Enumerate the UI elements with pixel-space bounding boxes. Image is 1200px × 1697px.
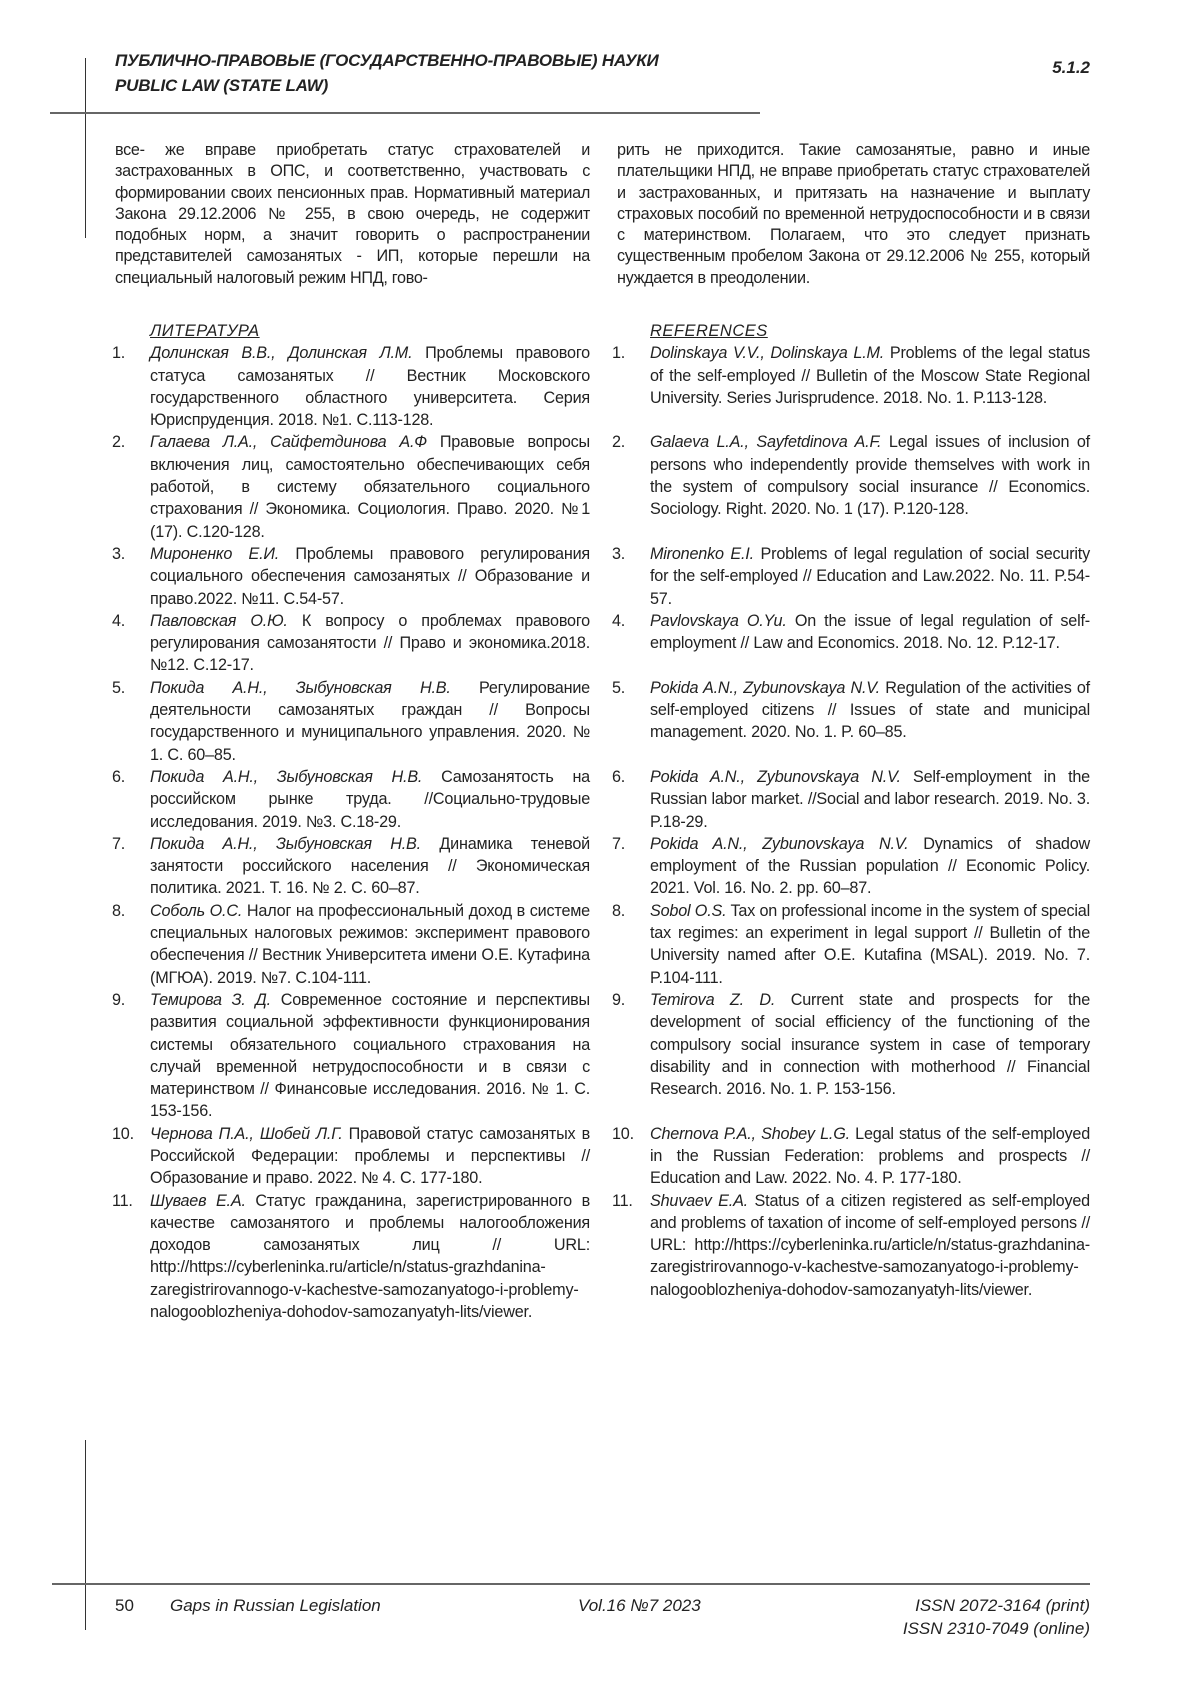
reference-text bbox=[650, 543, 1090, 610]
reference-body: Налог на профессиональный доход в системе специальных налоговых режимов: эксперимент правового обеспечения // Вестник Университета имени О.Е. Кутафина (МГЮА). 2019. №7. С.104-111. bbox=[150, 902, 590, 987]
reference-author: Pokida A.N., Zybunovskaya N.V. bbox=[650, 679, 880, 697]
reference-item-en bbox=[612, 1190, 1090, 1324]
reference-row bbox=[112, 766, 1090, 833]
reference-text bbox=[150, 989, 590, 1123]
reference-item-en bbox=[612, 900, 1090, 989]
reference-item-en bbox=[612, 431, 1090, 542]
reference-author: Долинская В.В., Долинская Л.М. bbox=[150, 344, 412, 362]
reference-body: Current state and prospects for the development of social efficiency of the functioning of the compulsory social insurance system in case of temporary disability and in connection with motherhood // Financial Research. 2016. No. 1. P. 153-156. bbox=[650, 991, 1090, 1098]
reference-row bbox=[112, 431, 1090, 542]
reference-text bbox=[150, 900, 590, 989]
reference-item-ru bbox=[112, 833, 590, 900]
reference-body: Legal issues of inclusion of persons who independently provide themselves with work in the system of compulsory social insurance // Economics. Sociology. Right. 2020. No. 1 (17). P.120-128. bbox=[650, 433, 1090, 518]
reference-body: Dynamics of shadow employment of the Russian population // Economic Policy. 2021. Vol. 16. No. 2. pp. 60–87. bbox=[650, 835, 1090, 898]
reference-number: 6. bbox=[112, 766, 150, 833]
reference-number: 3. bbox=[612, 543, 650, 610]
reference-body: Проблемы правового статуса самозанятых // Вестник Московского государственного областного университета. Серия Юриспруденция. 2018. №1. С.113-128. bbox=[150, 344, 590, 429]
reference-text bbox=[150, 1190, 590, 1324]
reference-item-en bbox=[612, 610, 1090, 677]
reference-body: К вопросу о проблемах правового регулирования самозанятости // Право и экономика.2018. №12. С.12-17. bbox=[150, 612, 590, 675]
reference-body: Современное состояние и перспективы развития социальной эффективности функционирования системы обязательного социального страхования на случай временной нетрудоспособности и в связи с материнством // Финансовые исследования. 2016. № 1. С. 153-156. bbox=[150, 991, 590, 1120]
reference-body: Problems of the legal status of the self-employed // Bulletin of the Moscow State Regional University. Series Jurisprudence. 2018. No. 1. P.113-128. bbox=[650, 344, 1090, 407]
reference-item-ru bbox=[112, 900, 590, 989]
issue-info: Vol.16 №7 2023 bbox=[578, 1596, 701, 1616]
reference-item-ru bbox=[112, 543, 590, 610]
reference-author: Mironenko E.I. bbox=[650, 545, 754, 563]
reference-body: Self-employment in the Russian labor market. //Social and labor research. 2019. No. 3. P.18-29. bbox=[650, 768, 1090, 831]
reference-number: 2. bbox=[612, 431, 650, 542]
reference-author: Покида А.Н., Зыбуновская Н.В. bbox=[150, 679, 451, 697]
reference-number: 11. bbox=[612, 1190, 650, 1324]
reference-item-ru bbox=[112, 989, 590, 1123]
reference-item-en bbox=[612, 342, 1090, 431]
reference-body: Динамика теневой занятости российского населения // Экономическая политика. 2021. Т. 16. № 2. С. 60–87. bbox=[150, 835, 590, 898]
reference-item-en bbox=[612, 766, 1090, 833]
reference-item-ru bbox=[112, 766, 590, 833]
footer-rule bbox=[52, 1583, 1090, 1585]
reference-author: Покида А.Н., Зыбуновская Н.В. bbox=[150, 768, 422, 786]
header-title-en: PUBLIC LAW (STATE LAW) bbox=[115, 73, 659, 98]
reference-body: Регулирование деятельности самозанятых граждан // Вопросы государственного и муниципального управления. 2020. № 1. С. 60–85. bbox=[150, 679, 590, 764]
body-text-left: все- же вправе приобретать статус страхователей и застрахованных в ОПС, и соответственно, участвовать с формировании своих пенсионных прав. Нормативный материал Закона 29.12.2006 № 255, в свою очередь, не содержит подобных норм, а значит говорить о распространении представителей самозанятых - ИП, которые перешли на специальный налоговый режим НПД, гово- bbox=[115, 140, 590, 289]
reference-text bbox=[650, 1123, 1090, 1190]
journal-name: Gaps in Russian Legislation bbox=[170, 1596, 381, 1616]
reference-text bbox=[650, 989, 1090, 1123]
reference-row bbox=[112, 677, 1090, 766]
reference-row bbox=[112, 1123, 1090, 1190]
reference-text bbox=[650, 833, 1090, 900]
reference-author: Shuvaev E.A. bbox=[650, 1192, 748, 1210]
reference-number: 10. bbox=[612, 1123, 650, 1190]
references-heading-ru: ЛИТЕРАТУРА bbox=[112, 320, 590, 342]
reference-row bbox=[112, 342, 1090, 431]
reference-text bbox=[650, 766, 1090, 833]
reference-author: Темирова З. Д. bbox=[150, 991, 271, 1009]
reference-text bbox=[650, 900, 1090, 989]
reference-item-ru bbox=[112, 1190, 590, 1324]
reference-item-ru bbox=[112, 342, 590, 431]
reference-text bbox=[150, 342, 590, 431]
reference-row bbox=[112, 833, 1090, 900]
reference-number: 10. bbox=[112, 1123, 150, 1190]
reference-text bbox=[150, 1123, 590, 1190]
reference-text bbox=[150, 431, 590, 542]
reference-number: 2. bbox=[112, 431, 150, 542]
header-rule bbox=[50, 112, 760, 114]
reference-text bbox=[650, 342, 1090, 431]
reference-number: 4. bbox=[612, 610, 650, 677]
running-header bbox=[115, 48, 659, 98]
reference-body: Самозанятость на российском рынке труда. //Социально-трудовые исследования. 2019. №3. С.18-29. bbox=[150, 768, 590, 831]
reference-number: 6. bbox=[612, 766, 650, 833]
reference-number: 8. bbox=[612, 900, 650, 989]
header-vertical-rule bbox=[85, 58, 86, 238]
body-text-right: рить не приходится. Такие самозанятые, равно и иные плательщики НПД, не вправе приобретать статус страхователей и застрахованных, и притязать на назначение и выплату страховых пособий по временной нетрудоспособности и в связи с материнством. Полагаем, что это следует признать существенным пробелом Закона от 29.12.2006 № 255, который нуждается в преодолении. bbox=[617, 140, 1090, 289]
reference-number: 8. bbox=[112, 900, 150, 989]
reference-body: Правовой статус самозанятых в Российской Федерации: проблемы и перспективы // Образование и право. 2022. № 4. С. 177-180. bbox=[150, 1125, 590, 1188]
reference-item-ru bbox=[112, 610, 590, 677]
reference-text bbox=[650, 610, 1090, 677]
reference-item-en bbox=[612, 833, 1090, 900]
reference-item-en bbox=[612, 677, 1090, 766]
reference-body: Проблемы правового регулирования социального обеспечения самозанятых // Образование и право.2022. №11. С.54-57. bbox=[150, 545, 590, 608]
reference-author: Galaeva L.A., Sayfetdinova A.F. bbox=[650, 433, 881, 451]
reference-row bbox=[112, 610, 1090, 677]
reference-row bbox=[112, 900, 1090, 989]
footer-vertical-rule bbox=[85, 1440, 86, 1630]
reference-author: Павловская О.Ю. bbox=[150, 612, 288, 630]
references-section bbox=[112, 320, 1090, 1323]
reference-number: 3. bbox=[112, 543, 150, 610]
reference-body[interactable]: Status of a citizen registered as self-employed and problems of taxation of income of self-employed persons // URL: http://https://cyberleninka.ru/article/n/status-grazhdanina-zaregistrirovannogo-v-kachestve-samozanyatogo-i-problemy-nalogooblozheniya-dohodov-samozanyatyh-lits/viewer. bbox=[650, 1192, 1090, 1299]
reference-item-en bbox=[612, 1123, 1090, 1190]
reference-author: Pokida A.N., Zybunovskaya N.V. bbox=[650, 835, 908, 853]
reference-author: Temirova Z. D. bbox=[650, 991, 775, 1009]
reference-body: Tax on professional income in the system of special tax regimes: an experiment in legal support // Bulletin of the University named after O.E. Kutafina (MSAL). 2019. No. 7. P.104-111. bbox=[650, 902, 1090, 987]
reference-number: 7. bbox=[612, 833, 650, 900]
reference-body[interactable]: Статус гражданина, зарегистрированного в качестве самозанятого и проблемы налогообложения доходов самозанятых лиц // URL: http://https://cyberleninka.ru/article/n/status-grazhdanina-zaregistrirovannogo-v-kachestve-samozanyatogo-i-problemy-nalogooblozheniya-dohodov-samozanyatyh-lits/viewer. bbox=[150, 1192, 590, 1321]
reference-item-ru bbox=[112, 1123, 590, 1190]
reference-number: 4. bbox=[112, 610, 150, 677]
reference-text bbox=[650, 1190, 1090, 1324]
reference-body: On the issue of legal regulation of self-employment // Law and Economics. 2018. No. 12. P.12-17. bbox=[650, 612, 1090, 652]
reference-row bbox=[112, 989, 1090, 1123]
reference-number: 9. bbox=[612, 989, 650, 1123]
reference-author: Галаева Л.А., Сайфетдинова А.Ф bbox=[150, 433, 427, 451]
reference-text bbox=[150, 677, 590, 766]
issn-online: ISSN 2310-7049 (online) bbox=[903, 1619, 1090, 1639]
reference-item-ru bbox=[112, 431, 590, 542]
reference-author: Pokida A.N., Zybunovskaya N.V. bbox=[650, 768, 901, 786]
references-heading-en: REFERENCES bbox=[612, 320, 1090, 342]
page-number: 50 bbox=[115, 1596, 134, 1616]
reference-author: Pavlovskaya O.Yu. bbox=[650, 612, 787, 630]
issn-print: ISSN 2072-3164 (print) bbox=[915, 1596, 1090, 1616]
reference-number: 7. bbox=[112, 833, 150, 900]
reference-item-en bbox=[612, 989, 1090, 1123]
reference-author: Мироненко Е.И. bbox=[150, 545, 279, 563]
reference-number: 1. bbox=[612, 342, 650, 431]
reference-row bbox=[112, 1190, 1090, 1324]
reference-number: 11. bbox=[112, 1190, 150, 1324]
reference-text bbox=[650, 677, 1090, 766]
reference-text bbox=[650, 431, 1090, 542]
reference-body: Regulation of the activities of self-employed citizens // Issues of state and municipal management. 2020. No. 1. P. 60–85. bbox=[650, 679, 1090, 742]
reference-author: Соболь О.С. bbox=[150, 902, 242, 920]
reference-author: Покида А.Н., Зыбуновская Н.В. bbox=[150, 835, 421, 853]
reference-author: Dolinskaya V.V., Dolinskaya L.M. bbox=[650, 344, 884, 362]
reference-author: Chernova P.A., Shobey L.G. bbox=[650, 1125, 850, 1143]
reference-text bbox=[150, 833, 590, 900]
reference-author: Sobol O.S. bbox=[650, 902, 726, 920]
reference-author: Шуваев Е.А. bbox=[150, 1192, 246, 1210]
reference-item-ru bbox=[112, 677, 590, 766]
reference-number: 1. bbox=[112, 342, 150, 431]
reference-item-en bbox=[612, 543, 1090, 610]
reference-body: Problems of legal regulation of social security for the self-employed // Education and Law.2022. No. 11. P.54-57. bbox=[650, 545, 1090, 608]
reference-row bbox=[112, 543, 1090, 610]
reference-text bbox=[150, 766, 590, 833]
reference-number: 5. bbox=[112, 677, 150, 766]
reference-text bbox=[150, 610, 590, 677]
reference-number: 5. bbox=[612, 677, 650, 766]
section-code: 5.1.2 bbox=[1052, 58, 1090, 78]
reference-body: Правовые вопросы включения лиц, самостоятельно обеспечивающих себя работой, в систему обязательного социального страхования // Экономика. Социология. Право. 2020. №1 (17). С.120-128. bbox=[150, 433, 590, 540]
header-title-ru: ПУБЛИЧНО-ПРАВОВЫЕ (ГОСУДАРСТВЕННО-ПРАВОВЫЕ) НАУКИ bbox=[115, 48, 659, 73]
reference-author: Чернова П.А., Шобей Л.Г. bbox=[150, 1125, 343, 1143]
reference-number: 9. bbox=[112, 989, 150, 1123]
reference-text bbox=[150, 543, 590, 610]
reference-list bbox=[112, 342, 1090, 1323]
reference-body: Legal status of the self-employed in the Russian Federation: problems and prospects // Education and Law. 2022. No. 4. P. 177-180. bbox=[650, 1125, 1090, 1188]
